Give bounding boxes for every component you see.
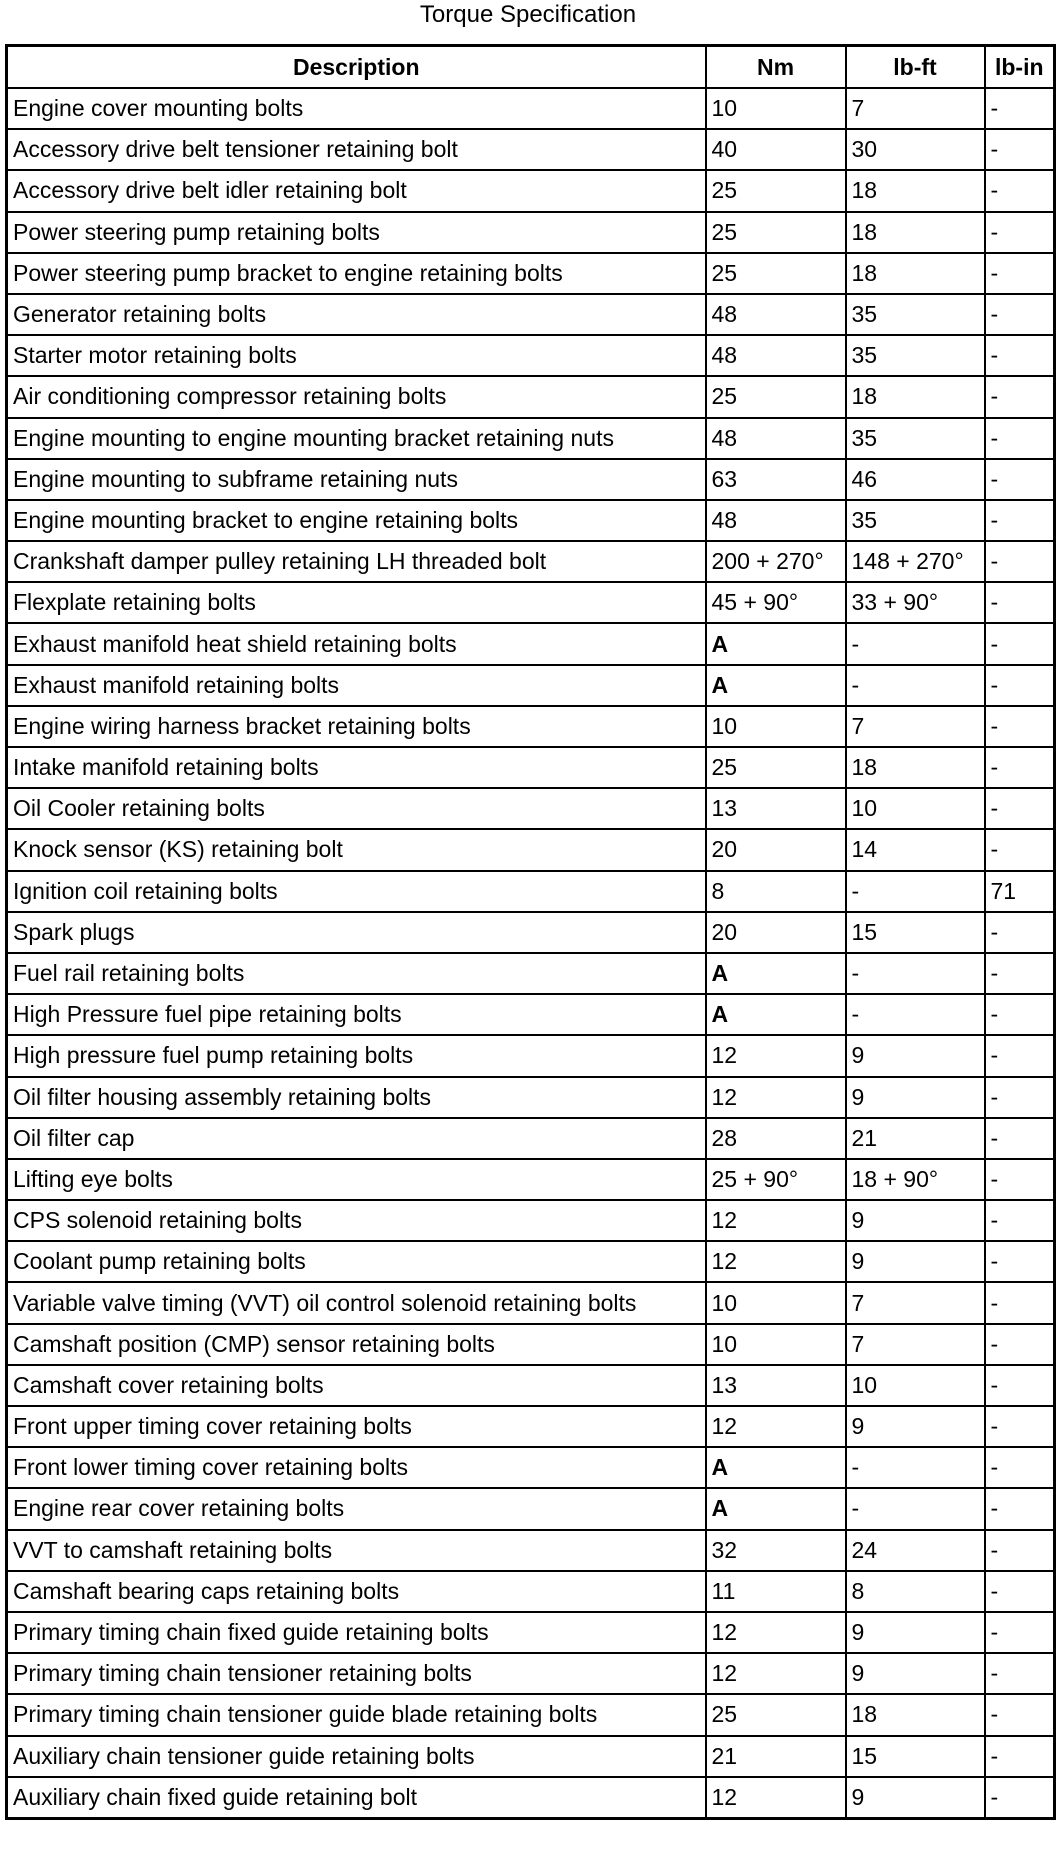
cell-description: VVT to camshaft retaining bolts [7, 1530, 706, 1571]
cell-description: Variable valve timing (VVT) oil control solenoid retaining bolts [7, 1282, 706, 1323]
cell-description: Accessory drive belt idler retaining bolt [7, 170, 706, 211]
cell-description: Auxiliary chain fixed guide retaining bolt [7, 1777, 706, 1819]
cell-lb-ft: 18 [846, 212, 985, 253]
cell-description: Front lower timing cover retaining bolts [7, 1447, 706, 1488]
cell-lb-in: - [985, 1447, 1055, 1488]
table-row [7, 706, 1055, 747]
cell-nm: 48 [706, 500, 846, 541]
cell-lb-in: - [985, 1694, 1055, 1735]
cell-lb-ft: 10 [846, 788, 985, 829]
cell-lb-in: - [985, 459, 1055, 500]
cell-lb-in: - [985, 1571, 1055, 1612]
table-row [7, 1118, 1055, 1159]
cell-nm: 13 [706, 788, 846, 829]
cell-lb-ft: - [846, 994, 985, 1035]
cell-lb-in: - [985, 1612, 1055, 1653]
cell-nm: 25 [706, 376, 846, 417]
cell-description: Coolant pump retaining bolts [7, 1241, 706, 1282]
table-row [7, 871, 1055, 912]
cell-lb-ft: 14 [846, 829, 985, 870]
table-row [7, 1488, 1055, 1529]
cell-description: Air conditioning compressor retaining bolts [7, 376, 706, 417]
cell-nm: 63 [706, 459, 846, 500]
cell-lb-in: - [985, 747, 1055, 788]
table-row [7, 747, 1055, 788]
cell-nm: A [706, 1488, 846, 1529]
cell-lb-in: - [985, 994, 1055, 1035]
cell-lb-in: - [985, 706, 1055, 747]
cell-lb-in: - [985, 1282, 1055, 1323]
cell-nm: 10 [706, 88, 846, 129]
cell-lb-in: - [985, 253, 1055, 294]
cell-lb-in: - [985, 500, 1055, 541]
cell-lb-ft: 7 [846, 1324, 985, 1365]
cell-lb-in: - [985, 1530, 1055, 1571]
table-row [7, 665, 1055, 706]
table-row [7, 1736, 1055, 1777]
table-body [7, 88, 1055, 1818]
cell-description: Spark plugs [7, 912, 706, 953]
cell-description: Engine rear cover retaining bolts [7, 1488, 706, 1529]
cell-lb-ft: 9 [846, 1241, 985, 1282]
table-header-row [7, 46, 1055, 89]
cell-description: Power steering pump retaining bolts [7, 212, 706, 253]
header-nm: Nm [706, 46, 846, 89]
cell-lb-ft: 35 [846, 418, 985, 459]
cell-lb-ft: 24 [846, 1530, 985, 1571]
cell-description: Exhaust manifold retaining bolts [7, 665, 706, 706]
cell-nm: 20 [706, 829, 846, 870]
header-lb-ft: lb-ft [846, 46, 985, 89]
cell-lb-in: - [985, 129, 1055, 170]
cell-description: Flexplate retaining bolts [7, 582, 706, 623]
cell-nm: 12 [706, 1612, 846, 1653]
cell-nm: 12 [706, 1777, 846, 1819]
cell-description: Accessory drive belt tensioner retaining bolt [7, 129, 706, 170]
cell-description: Ignition coil retaining bolts [7, 871, 706, 912]
cell-lb-in: - [985, 665, 1055, 706]
cell-description: Engine mounting to engine mounting bracket retaining nuts [7, 418, 706, 459]
cell-description: Primary timing chain fixed guide retaining bolts [7, 1612, 706, 1653]
cell-lb-ft: 9 [846, 1612, 985, 1653]
cell-nm: 8 [706, 871, 846, 912]
cell-lb-in: - [985, 1324, 1055, 1365]
cell-lb-in: - [985, 88, 1055, 129]
cell-description: Camshaft bearing caps retaining bolts [7, 1571, 706, 1612]
cell-lb-in: - [985, 1077, 1055, 1118]
cell-description: Engine mounting to subframe retaining nuts [7, 459, 706, 500]
table-row [7, 335, 1055, 376]
cell-description: Primary timing chain tensioner guide blade retaining bolts [7, 1694, 706, 1735]
cell-nm: 28 [706, 1118, 846, 1159]
page-title: Torque Specification [419, 1, 637, 28]
cell-lb-in: - [985, 1365, 1055, 1406]
table-row [7, 1241, 1055, 1282]
cell-nm: 25 [706, 1694, 846, 1735]
cell-lb-ft: 15 [846, 912, 985, 953]
cell-lb-in: - [985, 912, 1055, 953]
cell-nm: 25 [706, 747, 846, 788]
cell-nm: 48 [706, 335, 846, 376]
cell-description: High Pressure fuel pipe retaining bolts [7, 994, 706, 1035]
cell-lb-ft: 30 [846, 129, 985, 170]
cell-description: Starter motor retaining bolts [7, 335, 706, 376]
cell-lb-in: - [985, 541, 1055, 582]
cell-lb-in: - [985, 788, 1055, 829]
cell-nm: 12 [706, 1406, 846, 1447]
table-row [7, 1406, 1055, 1447]
cell-nm: 48 [706, 294, 846, 335]
cell-lb-ft: 10 [846, 1365, 985, 1406]
cell-lb-ft: - [846, 665, 985, 706]
cell-lb-ft: 7 [846, 706, 985, 747]
cell-lb-in: - [985, 170, 1055, 211]
cell-nm: 45 + 90° [706, 582, 846, 623]
cell-lb-in: - [985, 335, 1055, 376]
cell-lb-in: - [985, 1777, 1055, 1819]
table-row [7, 1200, 1055, 1241]
cell-lb-ft: 46 [846, 459, 985, 500]
cell-description: Fuel rail retaining bolts [7, 953, 706, 994]
cell-lb-ft: 9 [846, 1406, 985, 1447]
cell-description: Engine mounting bracket to engine retaining bolts [7, 500, 706, 541]
table-row [7, 623, 1055, 664]
cell-nm: 12 [706, 1035, 846, 1076]
cell-lb-in: - [985, 294, 1055, 335]
cell-lb-ft: 9 [846, 1653, 985, 1694]
cell-description: Oil filter housing assembly retaining bolts [7, 1077, 706, 1118]
cell-lb-in: - [985, 212, 1055, 253]
cell-lb-ft: - [846, 623, 985, 664]
table-row [7, 788, 1055, 829]
table-row [7, 253, 1055, 294]
cell-lb-in: - [985, 582, 1055, 623]
cell-lb-ft: 33 + 90° [846, 582, 985, 623]
torque-specification-table [5, 44, 1056, 1820]
table-row [7, 170, 1055, 211]
cell-lb-ft: 18 [846, 747, 985, 788]
cell-nm: 200 + 270° [706, 541, 846, 582]
cell-lb-in: - [985, 1406, 1055, 1447]
table-row [7, 1324, 1055, 1365]
table-row [7, 88, 1055, 129]
header-lb-in: lb-in [985, 46, 1055, 89]
table-row [7, 1447, 1055, 1488]
cell-lb-in: - [985, 418, 1055, 459]
cell-nm: 25 [706, 170, 846, 211]
cell-nm: 12 [706, 1241, 846, 1282]
cell-description: Generator retaining bolts [7, 294, 706, 335]
cell-description: Primary timing chain tensioner retaining bolts [7, 1653, 706, 1694]
table-row [7, 1571, 1055, 1612]
table-row [7, 541, 1055, 582]
cell-lb-ft: 18 [846, 253, 985, 294]
cell-nm: A [706, 953, 846, 994]
cell-lb-in: - [985, 953, 1055, 994]
table-row [7, 1777, 1055, 1819]
cell-lb-ft: 18 [846, 376, 985, 417]
cell-nm: A [706, 623, 846, 664]
table-row [7, 1035, 1055, 1076]
cell-lb-ft: 9 [846, 1200, 985, 1241]
cell-nm: 25 [706, 212, 846, 253]
cell-nm: 25 [706, 253, 846, 294]
cell-description: Lifting eye bolts [7, 1159, 706, 1200]
table-row [7, 1077, 1055, 1118]
cell-description: Oil filter cap [7, 1118, 706, 1159]
cell-nm: 48 [706, 418, 846, 459]
table-row [7, 376, 1055, 417]
cell-lb-ft: 7 [846, 1282, 985, 1323]
cell-description: High pressure fuel pump retaining bolts [7, 1035, 706, 1076]
cell-description: Camshaft cover retaining bolts [7, 1365, 706, 1406]
table-row [7, 129, 1055, 170]
cell-nm: 20 [706, 912, 846, 953]
cell-nm: 10 [706, 706, 846, 747]
cell-lb-ft: 18 [846, 170, 985, 211]
table-row [7, 1612, 1055, 1653]
cell-lb-ft: 35 [846, 335, 985, 376]
cell-lb-ft: 9 [846, 1035, 985, 1076]
cell-lb-in: - [985, 1736, 1055, 1777]
cell-nm: 13 [706, 1365, 846, 1406]
header-description: Description [7, 46, 706, 89]
cell-lb-in: - [985, 376, 1055, 417]
cell-description: Crankshaft damper pulley retaining LH threaded bolt [7, 541, 706, 582]
cell-description: Power steering pump bracket to engine retaining bolts [7, 253, 706, 294]
cell-lb-ft: - [846, 1488, 985, 1529]
cell-description: Exhaust manifold heat shield retaining bolts [7, 623, 706, 664]
table-row [7, 1530, 1055, 1571]
cell-description: CPS solenoid retaining bolts [7, 1200, 706, 1241]
table-row [7, 1282, 1055, 1323]
cell-lb-in: - [985, 1200, 1055, 1241]
cell-description: Oil Cooler retaining bolts [7, 788, 706, 829]
cell-lb-ft: 148 + 270° [846, 541, 985, 582]
table-row [7, 1159, 1055, 1200]
cell-lb-ft: - [846, 871, 985, 912]
cell-lb-ft: 18 [846, 1694, 985, 1735]
table-row [7, 582, 1055, 623]
cell-lb-ft: 9 [846, 1777, 985, 1819]
cell-nm: 12 [706, 1653, 846, 1694]
cell-nm: 40 [706, 129, 846, 170]
cell-nm: 12 [706, 1077, 846, 1118]
table-row [7, 212, 1055, 253]
cell-description: Camshaft position (CMP) sensor retaining bolts [7, 1324, 706, 1365]
table-row [7, 829, 1055, 870]
cell-description: Front upper timing cover retaining bolts [7, 1406, 706, 1447]
cell-description: Knock sensor (KS) retaining bolt [7, 829, 706, 870]
cell-lb-in: - [985, 1035, 1055, 1076]
cell-nm: 25 + 90° [706, 1159, 846, 1200]
cell-lb-ft: 35 [846, 500, 985, 541]
table-row [7, 1653, 1055, 1694]
cell-nm: A [706, 665, 846, 706]
cell-lb-ft: 15 [846, 1736, 985, 1777]
cell-nm: 11 [706, 1571, 846, 1612]
cell-lb-in: - [985, 1118, 1055, 1159]
table-row [7, 294, 1055, 335]
cell-nm: 10 [706, 1324, 846, 1365]
table-row [7, 1365, 1055, 1406]
cell-nm: 12 [706, 1200, 846, 1241]
cell-lb-in: - [985, 1159, 1055, 1200]
cell-nm: A [706, 1447, 846, 1488]
cell-lb-ft: 21 [846, 1118, 985, 1159]
cell-nm: 10 [706, 1282, 846, 1323]
cell-description: Intake manifold retaining bolts [7, 747, 706, 788]
cell-lb-in: - [985, 829, 1055, 870]
cell-lb-ft: 35 [846, 294, 985, 335]
table-row [7, 912, 1055, 953]
table-row [7, 418, 1055, 459]
cell-lb-in: - [985, 1241, 1055, 1282]
cell-lb-ft: 18 + 90° [846, 1159, 985, 1200]
cell-lb-in: 71 [985, 871, 1055, 912]
cell-lb-ft: 7 [846, 88, 985, 129]
cell-description: Engine wiring harness bracket retaining bolts [7, 706, 706, 747]
cell-nm: 32 [706, 1530, 846, 1571]
cell-description: Engine cover mounting bolts [7, 88, 706, 129]
table-row [7, 953, 1055, 994]
cell-nm: 21 [706, 1736, 846, 1777]
table-row [7, 500, 1055, 541]
cell-lb-in: - [985, 1488, 1055, 1529]
cell-lb-in: - [985, 1653, 1055, 1694]
cell-lb-ft: 8 [846, 1571, 985, 1612]
cell-nm: A [706, 994, 846, 1035]
cell-lb-in: - [985, 623, 1055, 664]
cell-lb-ft: - [846, 953, 985, 994]
cell-lb-ft: - [846, 1447, 985, 1488]
table-row [7, 459, 1055, 500]
table-row [7, 1694, 1055, 1735]
table-row [7, 994, 1055, 1035]
cell-description: Auxiliary chain tensioner guide retaining bolts [7, 1736, 706, 1777]
cell-lb-ft: 9 [846, 1077, 985, 1118]
